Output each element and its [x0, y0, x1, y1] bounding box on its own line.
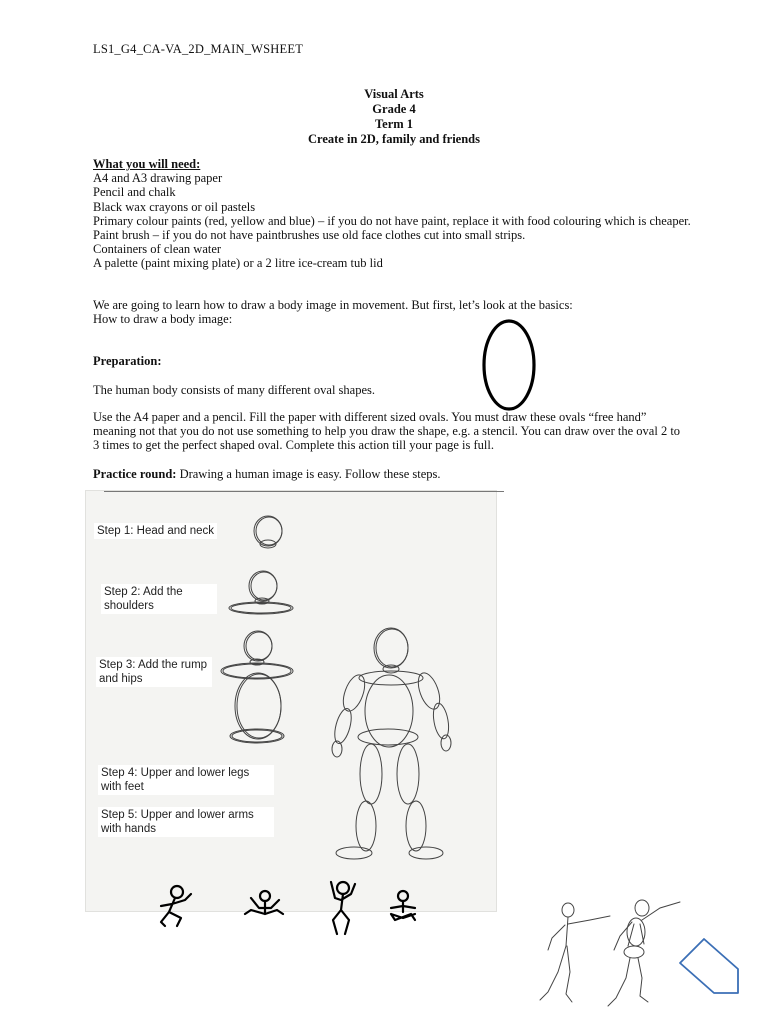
step-5-label: Step 5: Upper and lower arms with hands [98, 807, 274, 837]
needs-item: Primary colour paints (red, yellow and blue) – if you do not have paint, replace it with food colouring which is cheaper. [93, 213, 691, 228]
intro-line: We are going to learn how to draw a body image in movement. But first, let’s look at the basics: [93, 298, 573, 312]
intro-line: How to draw a body image: [93, 312, 233, 327]
step-4-label: Step 4: Upper and lower legs with feet [98, 765, 274, 795]
document-id: LS1_G4_CA-VA_2D_MAIN_WSHEET [93, 42, 304, 56]
step-2-label: Step 2: Add the shoulders [101, 584, 217, 614]
preparation-paragraph: Use the A4 paper and a pencil. Fill the paper with different sized ovals. You must draw these ovals “free hand” meaning not that you do not use something to help you draw the shape, e.g. a stencil. You can draw over the oval 2 to 3 times to get the perfect shaped oval. Complete this action till your page is full. [93, 410, 681, 453]
preparation-paragraph: The human body consists of many different oval shapes. [93, 383, 376, 397]
subject-title: Visual Arts [364, 87, 424, 101]
intro-text [93, 298, 693, 326]
stick-figures-icon [155, 880, 435, 940]
grade-title: Grade 4 [372, 102, 416, 116]
worksheet-heading [0, 87, 768, 147]
pencil-icon [676, 935, 746, 1000]
practice-text: Drawing a human image is easy. Follow these steps. [176, 467, 441, 481]
body-sketch-icon [86, 491, 496, 911]
needs-item: Pencil and chalk [93, 185, 176, 200]
term-title: Term 1 [374, 117, 414, 131]
body-drawing-illustration [85, 490, 497, 912]
practice-label: Practice round: [93, 467, 177, 481]
needs-item: A palette (paint mixing plate) or a 2 litre ice-cream tub lid [93, 256, 383, 271]
needs-item: Containers of clean water [93, 242, 222, 257]
step-3-label: Step 3: Add the rump and hips [96, 657, 212, 687]
needs-item: Paint brush – if you do not have paintbrushes use old face clothes cut into small strips. [93, 228, 526, 243]
needs-item: Black wax crayons or oil pastels [93, 199, 256, 214]
oval-icon [480, 318, 540, 413]
preparation-heading: Preparation: [93, 354, 162, 368]
needs-heading: What you will need: [93, 157, 201, 171]
needs-list [93, 157, 693, 271]
needs-item: A4 and A3 drawing paper [93, 171, 223, 186]
practice-round [93, 467, 693, 481]
step-1-label: Step 1: Head and neck [94, 523, 217, 539]
topic-title: Create in 2D, family and friends [308, 132, 480, 146]
